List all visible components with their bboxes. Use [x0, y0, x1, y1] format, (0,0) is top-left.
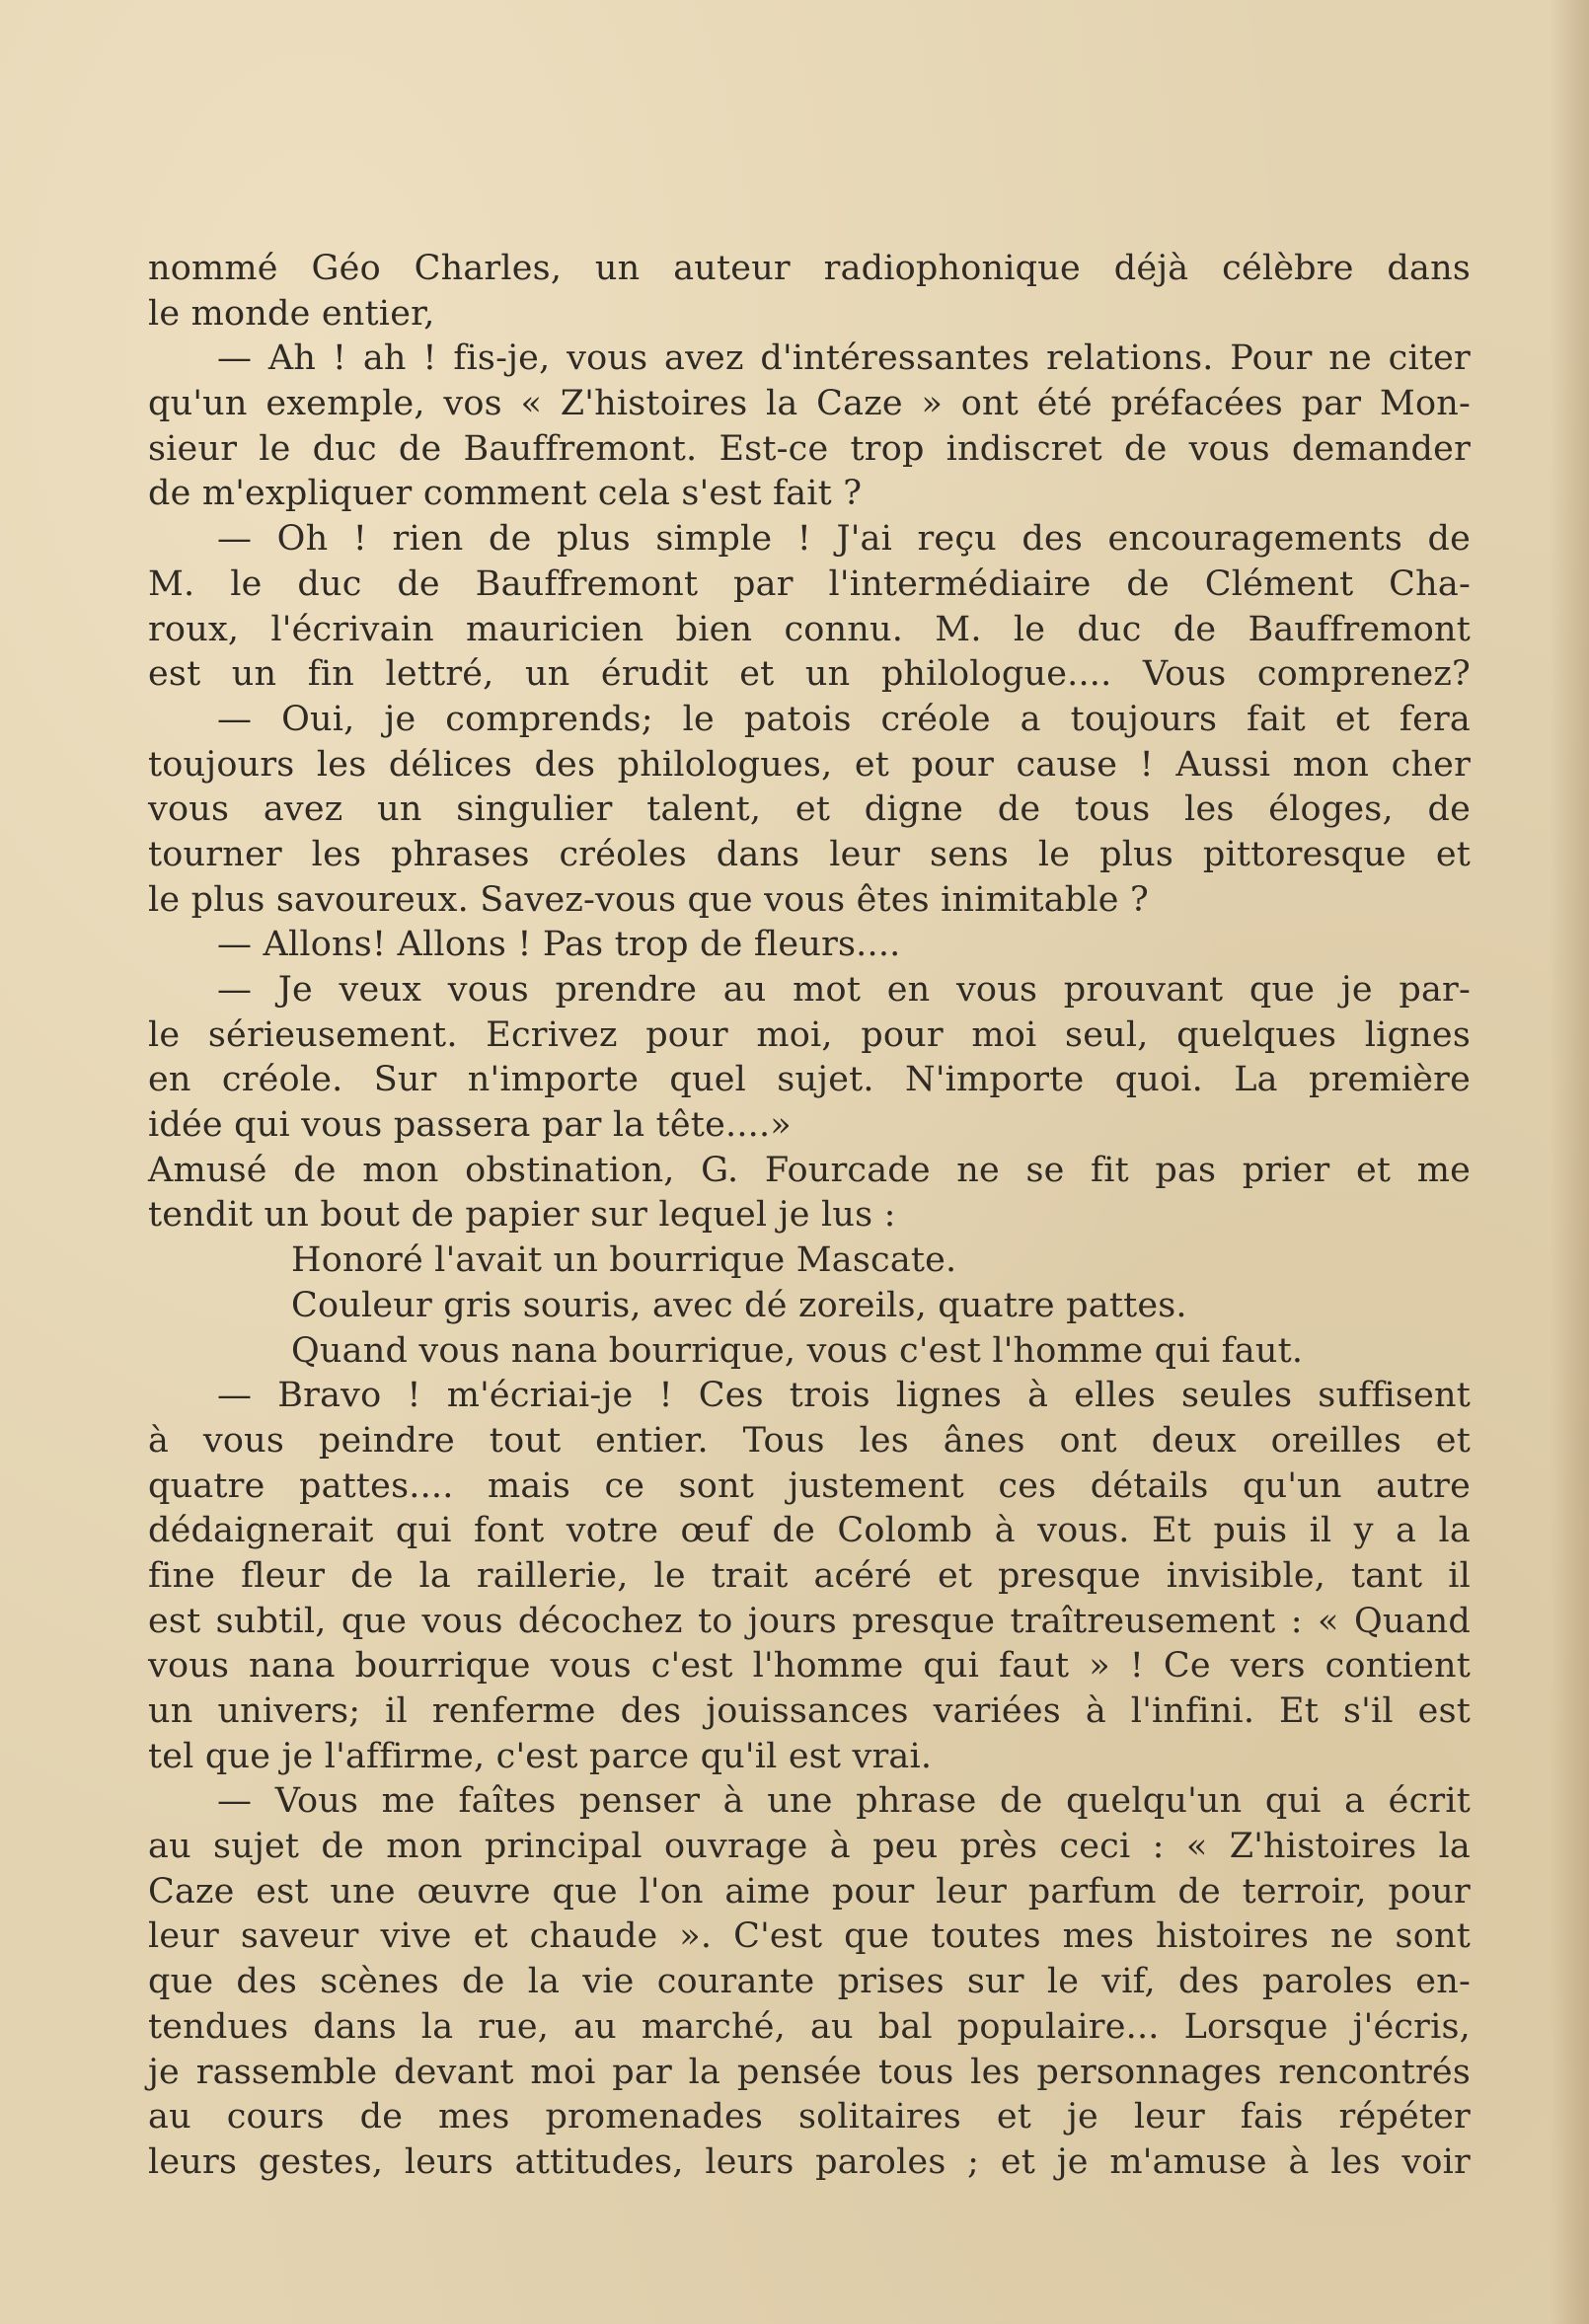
text-line: le sérieusement. Ecrivez pour moi, pour moi seul, quelques lignes: [148, 1014, 1471, 1055]
text-line: — Oh ! rien de plus simple ! J'ai reçu des encouragements de: [217, 519, 1471, 560]
text-line: au cours de mes promenades solitaires et je leur fais répéter: [148, 2097, 1471, 2137]
text-line: tel que je l'affirme, c'est parce qu'il est vrai.: [148, 1736, 933, 1776]
text-line: — Vous me faîtes penser à une phrase de quelqu'un qui a écrit: [217, 1781, 1471, 1822]
text-line: un univers; il renferme des jouissances variées à l'infini. Et s'il est: [148, 1691, 1471, 1731]
text-line: quatre pattes.... mais ce sont justement ces détails qu'un autre: [148, 1465, 1471, 1506]
text-line: sieur le duc de Bauffremont. Est-ce trop indiscret de vous demander: [148, 428, 1471, 469]
text-line: de m'expliquer comment cela s'est fait ?: [148, 474, 863, 514]
verse-line: Quand vous nana bourrique, vous c'est l'homme qui faut.: [291, 1330, 1304, 1371]
text-line: nommé Géo Charles, un auteur radiophonique déjà célèbre dans: [148, 249, 1471, 288]
text-line: en créole. Sur n'importe quel sujet. N'importe quoi. La première: [148, 1060, 1471, 1100]
text-line: toujours les délices des philologues, et pour cause ! Aussi mon cher: [148, 744, 1471, 785]
text-line: à vous peindre tout entier. Tous les ânes ont deux oreilles et: [148, 1420, 1471, 1461]
text-line: qu'un exemple, vos « Z'histoires la Caze » ont été préfacées par Mon-: [148, 384, 1471, 424]
text-line: leurs gestes, leurs attitudes, leurs paroles ; et je m'amuse à les voir: [148, 2141, 1471, 2182]
text-line: Amusé de mon obstination, G. Fourcade ne se fit pas prier et me: [148, 1150, 1471, 1190]
text-line: vous avez un singulier talent, et digne de tous les éloges, de: [148, 789, 1471, 830]
text-line: — Ah ! ah ! fis-je, vous avez d'intéressantes relations. Pour ne citer: [217, 338, 1471, 379]
text-line: fine fleur de la raillerie, le trait acéré et presque invisible, tant il: [148, 1555, 1471, 1596]
text-line: que des scènes de la vie courante prises sur le vif, des paroles en-: [148, 1962, 1471, 2002]
text-line: — Bravo ! m'écriai-je ! Ces trois lignes à elles seules suffisent: [217, 1376, 1471, 1416]
page-text: [148, 247, 1471, 2186]
text-line: idée qui vous passera par la tête....»: [148, 1105, 792, 1146]
verse-line: Couleur gris souris, avec dé zoreils, quatre pattes.: [291, 1285, 1187, 1325]
text-line: M. le duc de Bauffremont par l'intermédiaire de Clément Cha-: [148, 563, 1471, 604]
text-line: dédaignerait qui font votre œuf de Colomb à vous. Et puis il y a la: [148, 1511, 1471, 1551]
text-line: au sujet de mon principal ouvrage à peu près ceci : « Z'histoires la: [148, 1827, 1471, 1867]
text-line: Caze est une œuvre que l'on aime pour leur parfum de terroir, pour: [148, 1871, 1471, 1912]
text-line: roux, l'écrivain mauricien bien connu. M. le duc de Bauffremont: [148, 609, 1471, 649]
text-line: tendit un bout de papier sur lequel je lus :: [148, 1195, 896, 1236]
text-line: — Oui, je comprends; le patois créole a toujours fait et fera: [217, 699, 1471, 739]
text-line: tendues dans la rue, au marché, au bal populaire... Lorsque j'écris,: [148, 2006, 1471, 2047]
verse-line: Honoré l'avait un bourrique Mascate.: [291, 1240, 957, 1281]
page-edge-shadow: [1550, 0, 1589, 2324]
text-line: est subtil, que vous décochez to jours presque traîtreusement : « Quand: [148, 1601, 1471, 1641]
text-line: le plus savoureux. Savez-vous que vous êtes inimitable ?: [148, 879, 1149, 920]
text-line: — Allons! Allons ! Pas trop de fleurs....: [217, 925, 901, 965]
text-line: le monde entier,: [148, 293, 435, 334]
text-line: vous nana bourrique vous c'est l'homme qui faut » ! Ce vers contient: [148, 1646, 1471, 1687]
text-line: est un fin lettré, un érudit et un philologue.... Vous comprenez?: [148, 654, 1471, 695]
text-line: leur saveur vive et chaude ». C'est que toutes mes histoires ne sont: [148, 1916, 1471, 1957]
text-line: tourner les phrases créoles dans leur sens le plus pittoresque et: [148, 834, 1471, 874]
text-line: — Je veux vous prendre au mot en vous prouvant que je par-: [217, 970, 1471, 1010]
text-line: je rassemble devant moi par la pensée tous les personnages rencontrés: [148, 2052, 1471, 2092]
